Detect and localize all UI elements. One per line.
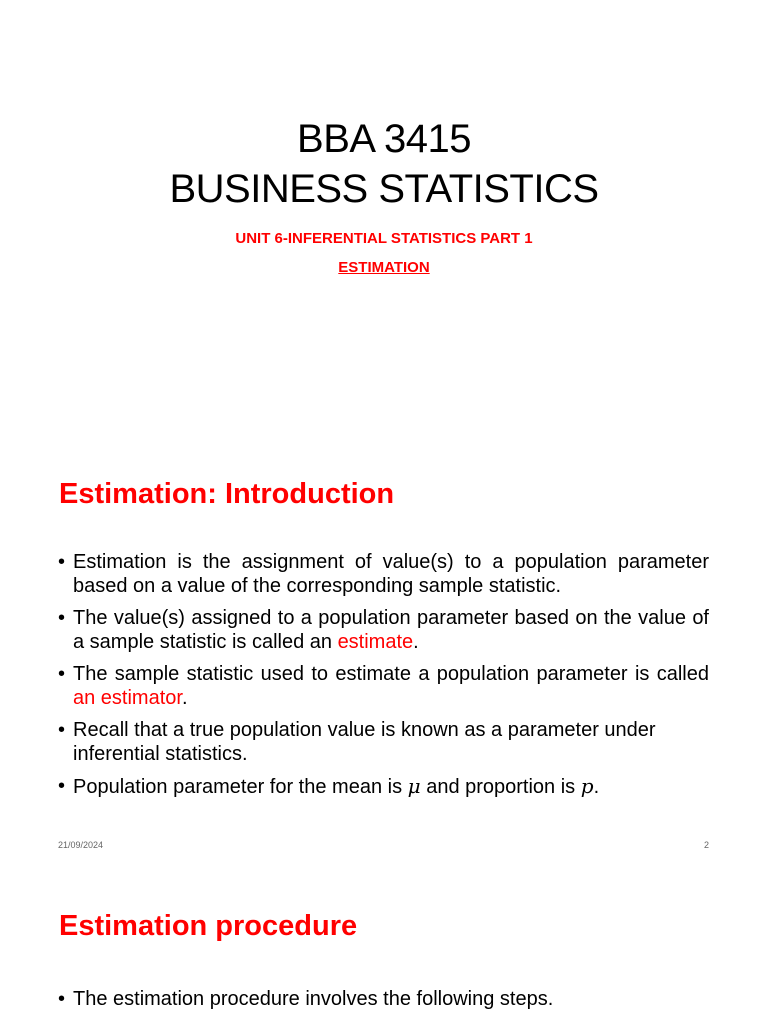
bullet-list <box>58 987 709 1019</box>
bullet-item <box>58 774 709 799</box>
course-name: BUSINESS STATISTICS <box>169 167 599 211</box>
unit-title: UNIT 6-INFERENTIAL STATISTICS PART 1 <box>235 230 533 247</box>
footer-date: 21/09/2024 <box>58 840 104 850</box>
highlight-term: estimate <box>337 631 414 653</box>
bullet-item <box>58 662 709 710</box>
slide-heading: Estimation: Introduction <box>59 478 395 510</box>
bullet-punct: . <box>413 631 419 653</box>
bullet-item <box>58 550 709 598</box>
introduction-slide <box>0 440 768 872</box>
p-symbol: p <box>580 774 594 798</box>
page-number: 2 <box>703 840 709 850</box>
bullet-item <box>58 606 709 654</box>
slide-heading: Estimation procedure <box>59 910 358 942</box>
bullet-text: The estimation procedure involves the following steps. <box>73 988 554 1010</box>
bullet-text: Population parameter for the mean is <box>73 776 408 798</box>
bullet-punct: . <box>181 687 188 709</box>
bullet-punct: . <box>593 776 600 798</box>
procedure-slide <box>0 872 768 1024</box>
bullet-text: The sample statistic used to estimate a population parameter is called <box>73 663 709 685</box>
bullet-item <box>58 987 709 1011</box>
bullet-text: Estimation is the assignment of value(s) to a population parameter based on a value of the corresponding sample statistic. <box>73 551 709 597</box>
highlight-term: an estimator <box>73 687 182 709</box>
bullet-text: Recall that a true population value is known as a parameter under inferential statistics. <box>73 719 656 765</box>
bullet-item <box>58 718 709 766</box>
bullet-list <box>58 550 709 807</box>
bullet-text: and proportion is <box>420 776 581 798</box>
course-code: BBA 3415 <box>297 117 471 161</box>
title-slide <box>0 0 768 440</box>
mu-symbol: μ <box>407 774 421 798</box>
topic-title: ESTIMATION <box>338 259 430 276</box>
bullet-text: The value(s) assigned to a population parameter based on the value of a sample statistic is called an <box>73 607 709 653</box>
